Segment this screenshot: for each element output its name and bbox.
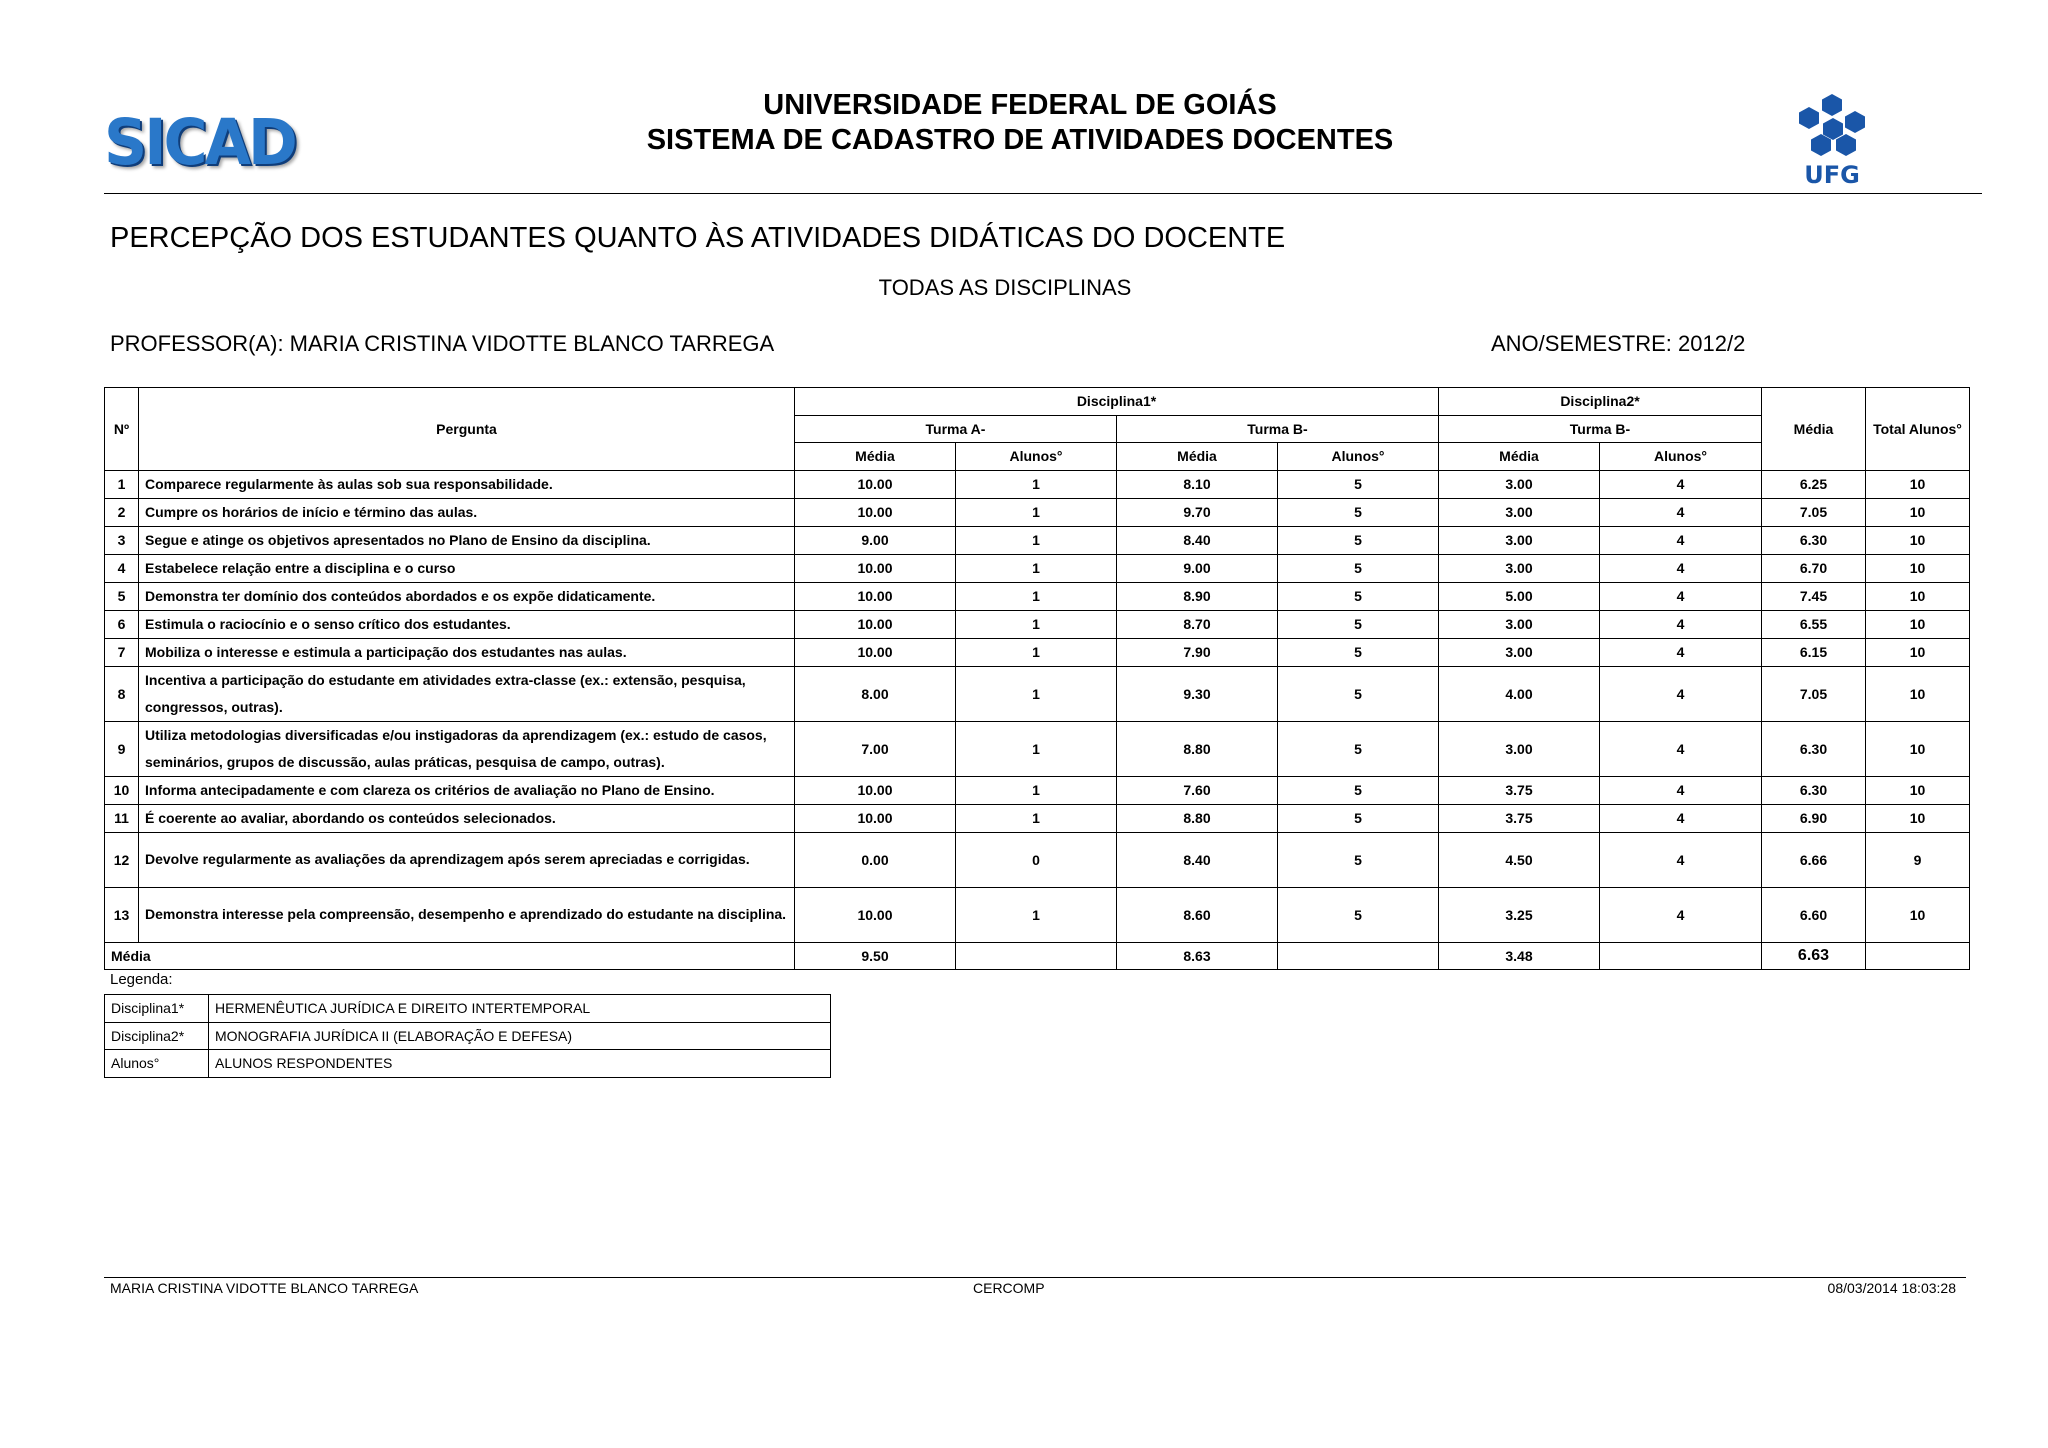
- cell-alunos-d1a: 1: [956, 666, 1117, 721]
- ufg-hexagon: [1836, 134, 1856, 156]
- table-row: [105, 498, 1970, 526]
- cell-alunos-d1b: 5: [1278, 721, 1439, 776]
- row-question: Estabelece relação entre a disciplina e o curso: [139, 554, 795, 582]
- cell-total-alunos: 10: [1866, 582, 1970, 610]
- cell-total-alunos: 10: [1866, 610, 1970, 638]
- cell-media-total: 6.66: [1762, 832, 1866, 887]
- evaluation-table: [104, 387, 1970, 970]
- legend-key: Disciplina1*: [105, 995, 209, 1023]
- row-question: Comparece regularmente às aulas sob sua responsabilidade.: [139, 470, 795, 498]
- row-question: Devolve regularmente as avaliações da aprendizagem após serem apreciadas e corrigidas.: [139, 832, 795, 887]
- sicad-logo: SICAD: [104, 106, 295, 180]
- table-row: [105, 776, 1970, 804]
- header-alunos: Alunos°: [1278, 443, 1439, 471]
- cell-total-alunos: 10: [1866, 887, 1970, 942]
- table-row: [105, 804, 1970, 832]
- cell-alunos-d1a: 1: [956, 776, 1117, 804]
- cell-media-d1b: 8.40: [1117, 832, 1278, 887]
- cell-media-d1a: 10.00: [795, 498, 956, 526]
- cell-media-d1a: 10.00: [795, 776, 956, 804]
- average-media-total: 6.63: [1762, 942, 1866, 970]
- cell-media-total: 7.05: [1762, 498, 1866, 526]
- cell-alunos-d1a: 1: [956, 554, 1117, 582]
- cell-media-d2b: 4.50: [1439, 832, 1600, 887]
- cell-alunos-d1a: 1: [956, 470, 1117, 498]
- cell-alunos-d2b: 4: [1600, 721, 1762, 776]
- row-number: 8: [105, 666, 139, 721]
- cell-media-d1a: 9.00: [795, 526, 956, 554]
- cell-media-total: 7.45: [1762, 582, 1866, 610]
- cell-media-total: 6.15: [1762, 638, 1866, 666]
- cell-total-alunos: 10: [1866, 776, 1970, 804]
- cell-alunos-d2b: 4: [1600, 638, 1762, 666]
- cell-media-d2b: 3.00: [1439, 498, 1600, 526]
- cell-alunos-d1a: 1: [956, 498, 1117, 526]
- cell-alunos-d1a: 1: [956, 887, 1117, 942]
- cell-media-d2b: 3.00: [1439, 554, 1600, 582]
- cell-media-d1a: 0.00: [795, 832, 956, 887]
- cell-media-d2b: 3.25: [1439, 887, 1600, 942]
- cell-alunos-d1a: 0: [956, 832, 1117, 887]
- cell-media-d1b: 9.70: [1117, 498, 1278, 526]
- cell-media-d1b: 8.10: [1117, 470, 1278, 498]
- cell-media-d1b: 9.00: [1117, 554, 1278, 582]
- cell-total-alunos: 10: [1866, 721, 1970, 776]
- row-number: 12: [105, 832, 139, 887]
- row-question: Incentiva a participação do estudante em atividades extra-classe (ex.: extensão, pesquisa, congressos, outras).: [139, 666, 795, 721]
- cell-alunos-d1b: 5: [1278, 804, 1439, 832]
- semester: ANO/SEMESTRE: 2012/2: [1491, 331, 1746, 356]
- average-label: Média: [105, 942, 795, 970]
- cell-alunos-d2b: 4: [1600, 582, 1762, 610]
- table-body: [105, 470, 1970, 970]
- cell-alunos-d1b: 5: [1278, 610, 1439, 638]
- cell-alunos-d1a: 1: [956, 721, 1117, 776]
- legend-label: Legenda:: [110, 971, 173, 988]
- document-subtitle: TODAS AS DISCIPLINAS: [878, 275, 1132, 300]
- cell-total-alunos: 10: [1866, 554, 1970, 582]
- cell-alunos-d1b: 5: [1278, 638, 1439, 666]
- legend-row: [105, 995, 831, 1023]
- ufg-hexagon: [1811, 134, 1831, 156]
- header-media: Média: [1117, 443, 1278, 471]
- row-question: Segue e atinge os objetivos apresentados no Plano de Ensino da disciplina.: [139, 526, 795, 554]
- table-row: [105, 582, 1970, 610]
- header-discipline2: Disciplina2*: [1439, 388, 1762, 416]
- cell-media-d1a: 10.00: [795, 470, 956, 498]
- legend-row: [105, 1022, 831, 1050]
- ufg-hexagon: [1823, 118, 1843, 140]
- cell-alunos-d1b: 5: [1278, 526, 1439, 554]
- table-row: [105, 554, 1970, 582]
- header-divider: [104, 193, 1982, 194]
- legend-table: [104, 994, 831, 1078]
- cell-total-alunos: 10: [1866, 470, 1970, 498]
- cell-alunos-d2b: 4: [1600, 776, 1762, 804]
- table-row: [105, 721, 1970, 776]
- system-title: SISTEMA DE CADASTRO DE ATIVIDADES DOCENTES: [646, 124, 1394, 156]
- cell-media-d1a: 10.00: [795, 638, 956, 666]
- row-number: 13: [105, 887, 139, 942]
- cell-media-d1a: 10.00: [795, 887, 956, 942]
- cell-alunos-d2b: 4: [1600, 804, 1762, 832]
- header-media-total: Média: [1762, 388, 1866, 471]
- cell-alunos-d1b: 5: [1278, 776, 1439, 804]
- cell-media-d2b: 3.00: [1439, 638, 1600, 666]
- cell-alunos-d1a: 1: [956, 582, 1117, 610]
- cell-alunos-d1b: 5: [1278, 554, 1439, 582]
- cell-media-d2b: 3.75: [1439, 776, 1600, 804]
- header-discipline1: Disciplina1*: [795, 388, 1439, 416]
- legend-value: HERMENÊUTICA JURÍDICA E DIREITO INTERTEMPORAL: [209, 995, 831, 1023]
- cell-media-total: 6.90: [1762, 804, 1866, 832]
- legend-row: [105, 1050, 831, 1078]
- row-number: 11: [105, 804, 139, 832]
- footer-timestamp: 08/03/2014 18:03:28: [1827, 1280, 1956, 1296]
- row-number: 2: [105, 498, 139, 526]
- header-total-alunos: Total Alunos°: [1866, 388, 1970, 471]
- legend-key: Disciplina2*: [105, 1022, 209, 1050]
- cell-media-d2b: 3.00: [1439, 526, 1600, 554]
- header-turma-b1: Turma B-: [1117, 415, 1439, 443]
- cell-media-d2b: 3.00: [1439, 721, 1600, 776]
- document-title: PERCEPÇÃO DOS ESTUDANTES QUANTO ÀS ATIVIDADES DIDÁTICAS DO DOCENTE: [110, 222, 1286, 254]
- table-row: [105, 610, 1970, 638]
- cell-total-alunos: 10: [1866, 526, 1970, 554]
- cell-alunos-d2b: 4: [1600, 498, 1762, 526]
- cell-media-d1a: 10.00: [795, 582, 956, 610]
- cell-total-alunos: 10: [1866, 638, 1970, 666]
- header-alunos: Alunos°: [956, 443, 1117, 471]
- cell-total-alunos: 10: [1866, 804, 1970, 832]
- footer-organization: CERCOMP: [973, 1280, 1045, 1296]
- cell-total-alunos: 10: [1866, 498, 1970, 526]
- cell-media-d1b: 8.60: [1117, 887, 1278, 942]
- header-media: Média: [795, 443, 956, 471]
- cell-media-d2b: 5.00: [1439, 582, 1600, 610]
- cell-alunos-d1b: 5: [1278, 498, 1439, 526]
- cell-media-d2b: 4.00: [1439, 666, 1600, 721]
- average-media-d1a: 9.50: [795, 942, 956, 970]
- cell-media-d1b: 8.80: [1117, 721, 1278, 776]
- cell-media-total: 6.30: [1762, 721, 1866, 776]
- cell-alunos-d2b: 4: [1600, 666, 1762, 721]
- cell-alunos-d1b: 5: [1278, 666, 1439, 721]
- ufg-logo: [1796, 92, 1868, 188]
- cell-media-d2b: 3.00: [1439, 610, 1600, 638]
- row-number: 1: [105, 470, 139, 498]
- cell-alunos-d1b: 5: [1278, 887, 1439, 942]
- header-no: Nº: [105, 388, 139, 471]
- legend-key: Alunos°: [105, 1050, 209, 1078]
- average-empty: [1278, 942, 1439, 970]
- row-number: 5: [105, 582, 139, 610]
- average-media-d1b: 8.63: [1117, 942, 1278, 970]
- cell-alunos-d2b: 4: [1600, 832, 1762, 887]
- row-question: Mobiliza o interesse e estimula a participação dos estudantes nas aulas.: [139, 638, 795, 666]
- cell-media-total: 6.60: [1762, 887, 1866, 942]
- row-question: Cumpre os horários de início e término das aulas.: [139, 498, 795, 526]
- cell-media-d1a: 7.00: [795, 721, 956, 776]
- header-turma-b2: Turma B-: [1439, 415, 1762, 443]
- ufg-logo-text: UFG: [1804, 161, 1860, 188]
- ufg-hexagon: [1799, 107, 1819, 129]
- footer-divider: [104, 1277, 1966, 1278]
- cell-media-d1b: 8.40: [1117, 526, 1278, 554]
- cell-media-d1b: 8.70: [1117, 610, 1278, 638]
- row-number: 9: [105, 721, 139, 776]
- cell-media-d1a: 8.00: [795, 666, 956, 721]
- cell-media-total: 6.70: [1762, 554, 1866, 582]
- average-empty: [956, 942, 1117, 970]
- header-media: Média: [1439, 443, 1600, 471]
- cell-media-d1a: 10.00: [795, 610, 956, 638]
- cell-media-total: 7.05: [1762, 666, 1866, 721]
- legend-value: ALUNOS RESPONDENTES: [209, 1050, 831, 1078]
- ufg-hexagon: [1822, 94, 1842, 116]
- cell-alunos-d2b: 4: [1600, 554, 1762, 582]
- cell-alunos-d1a: 1: [956, 804, 1117, 832]
- table-average-row: [105, 942, 1970, 970]
- row-question: Demonstra interesse pela compreensão, desempenho e aprendizado do estudante na disciplina.: [139, 887, 795, 942]
- cell-alunos-d2b: 4: [1600, 470, 1762, 498]
- row-number: 7: [105, 638, 139, 666]
- legend-value: MONOGRAFIA JURÍDICA II (ELABORAÇÃO E DEFESA): [209, 1022, 831, 1050]
- row-number: 3: [105, 526, 139, 554]
- row-number: 10: [105, 776, 139, 804]
- row-number: 4: [105, 554, 139, 582]
- header-question: Pergunta: [139, 388, 795, 471]
- cell-media-d1b: 9.30: [1117, 666, 1278, 721]
- table-row: [105, 832, 1970, 887]
- footer-author: MARIA CRISTINA VIDOTTE BLANCO TARREGA: [110, 1280, 419, 1296]
- cell-total-alunos: 9: [1866, 832, 1970, 887]
- table-row: [105, 666, 1970, 721]
- table-row: [105, 470, 1970, 498]
- cell-media-d1a: 10.00: [795, 804, 956, 832]
- header-alunos: Alunos°: [1600, 443, 1762, 471]
- cell-alunos-d1a: 1: [956, 610, 1117, 638]
- university-title: UNIVERSIDADE FEDERAL DE GOIÁS: [763, 89, 1277, 121]
- cell-media-total: 6.25: [1762, 470, 1866, 498]
- cell-media-d1b: 7.90: [1117, 638, 1278, 666]
- table-row: [105, 887, 1970, 942]
- row-question: É coerente ao avaliar, abordando os conteúdos selecionados.: [139, 804, 795, 832]
- average-media-d2b: 3.48: [1439, 942, 1600, 970]
- table-row: [105, 526, 1970, 554]
- row-question: Estimula o raciocínio e o senso crítico dos estudantes.: [139, 610, 795, 638]
- professor-name: PROFESSOR(A): MARIA CRISTINA VIDOTTE BLANCO TARREGA: [110, 331, 775, 356]
- row-question: Demonstra ter domínio dos conteúdos abordados e os expõe didaticamente.: [139, 582, 795, 610]
- cell-alunos-d1b: 5: [1278, 832, 1439, 887]
- average-empty: [1600, 942, 1762, 970]
- cell-alunos-d2b: 4: [1600, 887, 1762, 942]
- ufg-hexagon: [1845, 111, 1865, 133]
- cell-alunos-d1b: 5: [1278, 470, 1439, 498]
- cell-media-total: 6.55: [1762, 610, 1866, 638]
- cell-media-d2b: 3.00: [1439, 470, 1600, 498]
- row-question: Utiliza metodologias diversificadas e/ou instigadoras da aprendizagem (ex.: estudo de casos, seminários, grupos de discussão, aulas práticas, pesquisa de campo, outras).: [139, 721, 795, 776]
- table-row: [105, 638, 1970, 666]
- cell-alunos-d2b: 4: [1600, 526, 1762, 554]
- cell-media-d2b: 3.75: [1439, 804, 1600, 832]
- header-turma-a: Turma A-: [795, 415, 1117, 443]
- table-header: [105, 388, 1970, 471]
- cell-total-alunos: 10: [1866, 666, 1970, 721]
- cell-media-d1a: 10.00: [795, 554, 956, 582]
- average-empty: [1866, 942, 1970, 970]
- cell-alunos-d1b: 5: [1278, 582, 1439, 610]
- cell-media-d1b: 7.60: [1117, 776, 1278, 804]
- row-question: Informa antecipadamente e com clareza os critérios de avaliação no Plano de Ensino.: [139, 776, 795, 804]
- cell-media-d1b: 8.90: [1117, 582, 1278, 610]
- cell-alunos-d2b: 4: [1600, 610, 1762, 638]
- cell-alunos-d1a: 1: [956, 526, 1117, 554]
- cell-media-total: 6.30: [1762, 776, 1866, 804]
- header-titles: [400, 88, 1640, 158]
- row-number: 6: [105, 610, 139, 638]
- cell-media-d1b: 8.80: [1117, 804, 1278, 832]
- cell-media-total: 6.30: [1762, 526, 1866, 554]
- cell-alunos-d1a: 1: [956, 638, 1117, 666]
